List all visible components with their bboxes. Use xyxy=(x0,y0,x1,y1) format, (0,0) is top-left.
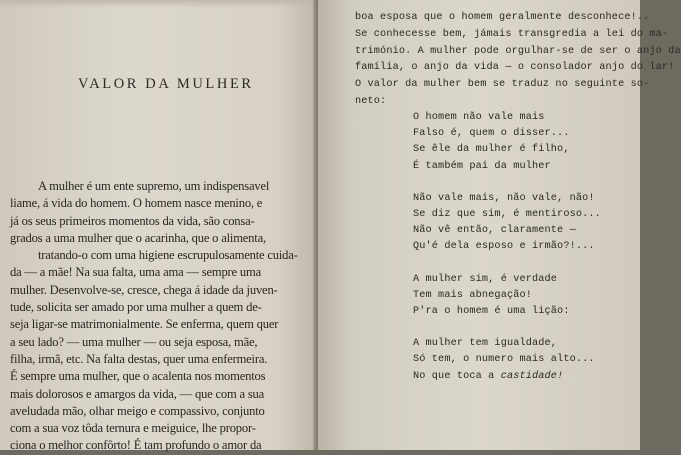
poem-line-text: No que toca a xyxy=(413,370,495,382)
poem-stanza xyxy=(413,191,628,256)
left-page xyxy=(0,0,316,453)
poem-line xyxy=(413,369,628,385)
poem-line: Se diz que sim, é mentiroso... xyxy=(413,209,601,221)
sonnet xyxy=(413,110,628,401)
right-page-body xyxy=(355,10,681,111)
poem-line: Só tem, o numero mais alto... xyxy=(413,354,595,366)
poem-line: Qu'é dela esposo e irmão?!... xyxy=(413,241,595,253)
text-line: seja ligar-se matrimonialmente. Se enferma, quem quer xyxy=(10,317,279,332)
text-line: tude, solicita ser amado por uma mulher a quem de- xyxy=(10,300,262,315)
text-line: O valor da mulher bem se traduz no seguinte so- xyxy=(355,79,650,91)
poem-line: Falso é, quem o disser... xyxy=(413,128,570,140)
text-line: É sempre uma mulher, que o acalenta nos momentos xyxy=(10,369,266,384)
text-line: aveludada mão, olhar meigo e compassivo, conjunto xyxy=(10,403,265,418)
chapter-title: VALOR DA MULHER xyxy=(78,76,254,92)
text-line: grados a uma mulher que o acarinha, que o alimenta, xyxy=(10,230,266,245)
text-line: família, o anjo da vida — o consolador anjo do lar! xyxy=(355,62,675,74)
emphasized-word: castidade! xyxy=(500,370,564,382)
text-line: a seu lado? — uma mulher — ou seja esposa, mãe, xyxy=(10,334,258,349)
text-line: tratando-o com uma higiene escrupulosamente cuida- xyxy=(38,248,298,263)
poem-line: A mulher tem igualdade, xyxy=(413,338,558,350)
poem-stanza xyxy=(413,272,628,321)
text-line: boa esposa que o homem geralmente desconhece!.. xyxy=(355,12,650,23)
text-line: neto: xyxy=(355,95,387,107)
text-line: da — a mãe! Na sua falta, uma ama — sempre uma xyxy=(10,265,261,280)
text-line: com a sua voz tôda ternura e meiguice, lhe propor- xyxy=(10,421,256,436)
text-line: já os seus primeiros momentos da vida, são consa- xyxy=(10,213,255,228)
page-edge-shadow xyxy=(0,0,316,8)
text-line: liame, á vida do homem. O homem nasce menino, e xyxy=(10,196,263,211)
poem-line: Não vale mais, não vale, não! xyxy=(413,192,595,204)
text-line: filha, irmã, etc. Na falta destas, quer uma enfermeira. xyxy=(10,351,268,366)
text-line: ciona o melhor confôrto! É tam profundo o amor da xyxy=(10,438,262,453)
poem-line: É também pai da mulher xyxy=(413,160,551,172)
poem-line: Se êle da mulher é filho, xyxy=(413,144,570,156)
poem-stanza xyxy=(413,336,628,385)
text-line: mais dolorosos e amargos da vida, — que com a sua xyxy=(10,386,265,401)
poem-line: O homem não vale mais xyxy=(413,112,545,123)
poem-stanza xyxy=(413,110,628,175)
text-line: mulher. Desenvolve-se, cresce, chega á idade da juven- xyxy=(10,282,278,297)
poem-line: P'ra o homem é uma lição: xyxy=(413,306,570,318)
text-line: Se conhecesse bem, jámais transgredia a lei do ma- xyxy=(355,28,669,40)
text-line: trimónio. A mulher pode orgulhar-se de ser o anjo da xyxy=(355,45,681,57)
poem-line: Tem mais abnegação! xyxy=(413,289,533,301)
left-page-body xyxy=(10,178,298,455)
poem-line: A mulher sim, é verdade xyxy=(413,273,558,285)
poem-line: Não vê então, claramente — xyxy=(413,225,576,237)
text-line: A mulher é um ente supremo, um indispensavel xyxy=(38,179,270,193)
